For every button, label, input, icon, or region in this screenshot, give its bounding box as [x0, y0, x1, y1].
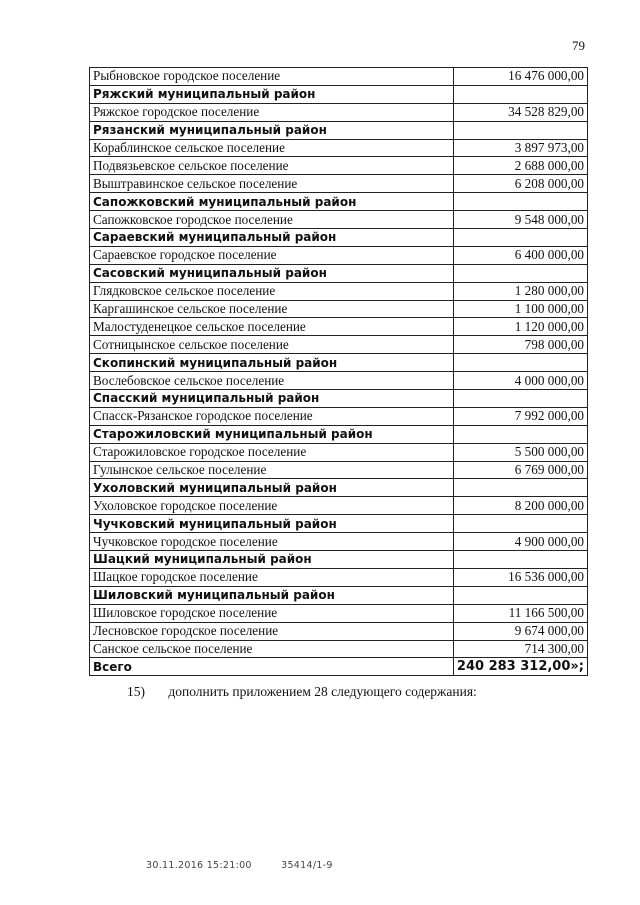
district-row	[90, 425, 588, 443]
amount-cell: 1 120 000,00	[453, 318, 587, 336]
settlement-name: Сараевское городское поселение	[90, 246, 454, 264]
amount-cell	[453, 425, 587, 443]
district-name: Ряжский муниципальный район	[90, 85, 454, 103]
amount-cell: 16 476 000,00	[453, 68, 587, 86]
amount-cell	[453, 479, 587, 497]
settlement-row	[90, 246, 588, 264]
amount-cell: 4 000 000,00	[453, 372, 587, 390]
settlement-row	[90, 604, 588, 622]
settlement-name: Сапожковское городское поселение	[90, 211, 454, 229]
amount-cell	[453, 354, 587, 372]
amount-cell: 6 400 000,00	[453, 246, 587, 264]
district-row	[90, 85, 588, 103]
district-row	[90, 479, 588, 497]
amount-cell: 6 208 000,00	[453, 175, 587, 193]
amount-cell: 1 100 000,00	[453, 300, 587, 318]
settlement-row	[90, 300, 588, 318]
district-row	[90, 264, 588, 282]
district-name: Спасский муниципальный район	[90, 390, 454, 408]
settlement-row	[90, 318, 588, 336]
amount-cell: 9 674 000,00	[453, 622, 587, 640]
amount-cell: 4 900 000,00	[453, 533, 587, 551]
settlement-row	[90, 282, 588, 300]
district-name: Сасовский муниципальный район	[90, 264, 454, 282]
budget-table-body	[90, 68, 588, 658]
settlement-name: Кораблинское сельское поселение	[90, 139, 454, 157]
total-label: Всего	[90, 658, 454, 676]
district-row	[90, 354, 588, 372]
settlement-name: Сотницынское сельское поселение	[90, 336, 454, 354]
amount-cell: 6 769 000,00	[453, 461, 587, 479]
settlement-row	[90, 103, 588, 121]
district-row	[90, 551, 588, 569]
amount-cell: 34 528 829,00	[453, 103, 587, 121]
amount-cell: 798 000,00	[453, 336, 587, 354]
district-row	[90, 193, 588, 211]
district-name: Шацкий муниципальный район	[90, 551, 454, 569]
settlement-row	[90, 372, 588, 390]
district-name: Чучковский муниципальный район	[90, 515, 454, 533]
settlement-row	[90, 533, 588, 551]
amount-cell	[453, 193, 587, 211]
settlement-row	[90, 622, 588, 640]
settlement-name: Шацкое городское поселение	[90, 568, 454, 586]
amount-cell: 3 897 973,00	[453, 139, 587, 157]
district-row	[90, 121, 588, 139]
amount-cell	[453, 264, 587, 282]
amount-cell	[453, 85, 587, 103]
amount-cell: 8 200 000,00	[453, 497, 587, 515]
district-row	[90, 586, 588, 604]
settlement-name: Каргашинское сельское поселение	[90, 300, 454, 318]
continuation-paragraph	[127, 684, 477, 700]
amount-cell: 16 536 000,00	[453, 568, 587, 586]
district-row	[90, 229, 588, 247]
district-name: Шиловский муниципальный район	[90, 586, 454, 604]
settlement-name: Спасск-Рязанское городское поселение	[90, 407, 454, 425]
settlement-name: Вослебовское сельское поселение	[90, 372, 454, 390]
settlement-name: Чучковское городское поселение	[90, 533, 454, 551]
settlement-name: Шиловское городское поселение	[90, 604, 454, 622]
settlement-row	[90, 68, 588, 86]
district-row	[90, 390, 588, 408]
amount-cell: 11 166 500,00	[453, 604, 587, 622]
district-row	[90, 515, 588, 533]
amount-cell: 1 280 000,00	[453, 282, 587, 300]
settlement-name: Ряжское городское поселение	[90, 103, 454, 121]
settlement-row	[90, 336, 588, 354]
settlement-row	[90, 461, 588, 479]
paragraph-text: дополнить приложением 28 следующего содержания:	[168, 684, 477, 699]
footer-doc-id: 35414/1-9	[281, 860, 333, 871]
document-footer	[146, 860, 359, 871]
district-name: Рязанский муниципальный район	[90, 121, 454, 139]
settlement-name: Выштравинское сельское поселение	[90, 175, 454, 193]
amount-cell	[453, 515, 587, 533]
district-name: Скопинский муниципальный район	[90, 354, 454, 372]
settlement-name: Подвязьевское сельское поселение	[90, 157, 454, 175]
settlement-name: Глядковское сельское поселение	[90, 282, 454, 300]
settlement-row	[90, 640, 588, 658]
settlement-name: Санское сельское поселение	[90, 640, 454, 658]
total-amount: 240 283 312,00»;	[453, 658, 587, 676]
settlement-row	[90, 443, 588, 461]
settlement-row	[90, 157, 588, 175]
amount-cell	[453, 390, 587, 408]
settlement-name: Ухоловское городское поселение	[90, 497, 454, 515]
amount-cell: 7 992 000,00	[453, 407, 587, 425]
settlement-row	[90, 497, 588, 515]
amount-cell: 2 688 000,00	[453, 157, 587, 175]
district-name: Ухоловский муниципальный район	[90, 479, 454, 497]
amount-cell	[453, 586, 587, 604]
settlement-row	[90, 139, 588, 157]
budget-table	[89, 67, 588, 676]
settlement-name: Малостуденецкое сельское поселение	[90, 318, 454, 336]
paragraph-number: 15)	[127, 684, 145, 699]
amount-cell	[453, 551, 587, 569]
settlement-name: Рыбновское городское поселение	[90, 68, 454, 86]
settlement-row	[90, 175, 588, 193]
footer-timestamp: 30.11.2016 15:21:00	[146, 860, 252, 871]
settlement-name: Гулынское сельское поселение	[90, 461, 454, 479]
amount-cell	[453, 121, 587, 139]
amount-cell: 9 548 000,00	[453, 211, 587, 229]
settlement-name: Старожиловское городское поселение	[90, 443, 454, 461]
amount-cell: 714 300,00	[453, 640, 587, 658]
page-number: 79	[572, 38, 585, 53]
district-name: Сапожковский муниципальный район	[90, 193, 454, 211]
district-name: Сараевский муниципальный район	[90, 229, 454, 247]
district-name: Старожиловский муниципальный район	[90, 425, 454, 443]
settlement-row	[90, 407, 588, 425]
total-row	[90, 658, 588, 676]
amount-cell: 5 500 000,00	[453, 443, 587, 461]
settlement-row	[90, 211, 588, 229]
settlement-row	[90, 568, 588, 586]
amount-cell	[453, 229, 587, 247]
settlement-name: Лесновское городское поселение	[90, 622, 454, 640]
